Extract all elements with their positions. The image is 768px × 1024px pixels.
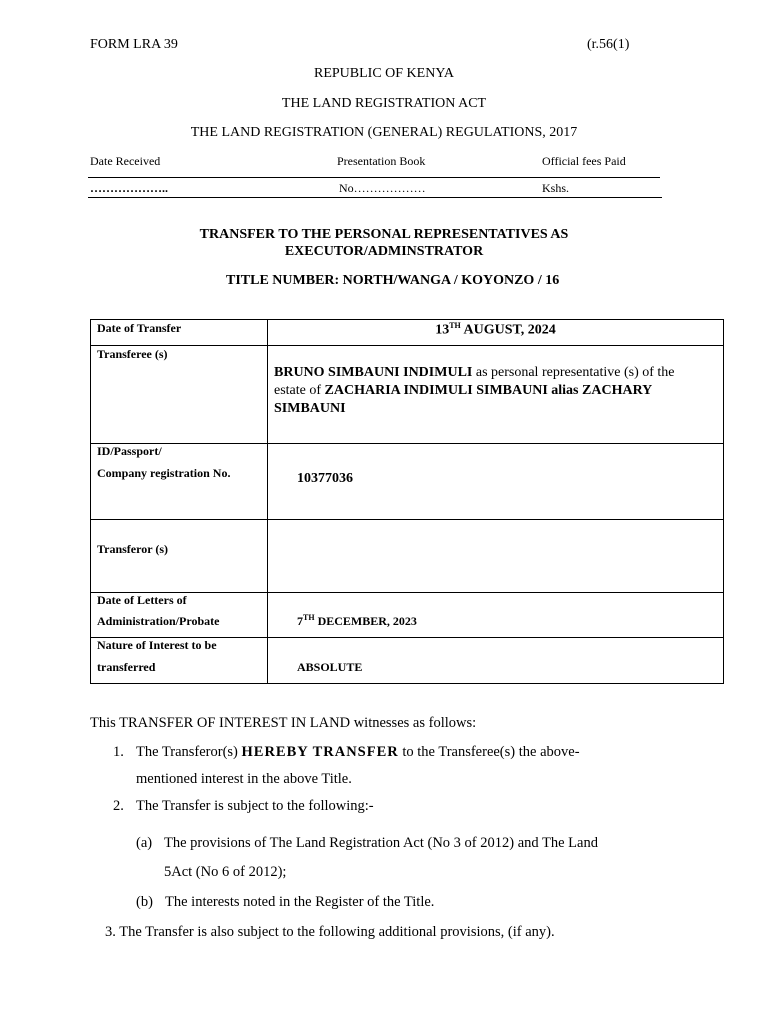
header-regulations: THE LAND REGISTRATION (GENERAL) REGULATIONS, 2017	[190, 125, 578, 140]
transferee-name: BRUNO SIMBAUNI INDIMULI	[274, 365, 473, 380]
date-of-transfer-month-year: AUGUST, 2024	[460, 322, 556, 338]
interest-label-line1: Nature of Interest to be	[97, 638, 217, 652]
date-of-transfer-label: Date of Transfer	[91, 320, 268, 346]
item2b-text: The interests noted in the Register of the Title.	[165, 894, 435, 910]
item2a-label: (a)	[136, 835, 153, 851]
transferee-value	[268, 346, 724, 444]
nature-of-interest-label	[91, 638, 268, 684]
transferee-label: Transferee (s)	[91, 346, 268, 444]
row-id-passport	[91, 444, 724, 520]
item1-number: 1.	[113, 744, 124, 760]
date-of-transfer-suffix: TH	[449, 321, 461, 330]
form-number: FORM LRA 39	[90, 37, 178, 52]
hereby-transfer: HEREBY TRANSFER	[241, 744, 399, 760]
transferee-description: as personal representative (s) of the estate of	[274, 365, 675, 398]
document-title-line1: TRANSFER TO THE PERSONAL REPRESENTATIVES AS	[199, 227, 569, 242]
witness-intro: This TRANSFER OF INTEREST IN LAND witnesses as follows:	[90, 715, 477, 731]
id-passport-label	[91, 444, 268, 520]
office-divider-bottom	[88, 197, 662, 198]
date-of-transfer-value	[268, 320, 724, 346]
title-number: TITLE NUMBER: NORTH/WANGA / KOYONZO / 16	[226, 273, 560, 288]
letters-of-administration-label	[91, 593, 268, 638]
official-fees-value: Kshs.	[542, 181, 570, 195]
header-act: THE LAND REGISTRATION ACT	[281, 96, 487, 111]
official-fees-label: Official fees Paid	[542, 154, 626, 168]
row-transferee	[91, 346, 724, 444]
interest-value: ABSOLUTE	[297, 660, 363, 674]
row-date-of-transfer	[91, 320, 724, 346]
item3-text: 3. The Transfer is also subject to the following additional provisions, (if any).	[105, 924, 555, 940]
item1-text: The Transferor(s) HEREBY TRANSFER to the Transferee(s) the above-	[136, 744, 580, 760]
letters-day-suffix: TH	[303, 613, 315, 622]
item2-text: The Transfer is subject to the following:-	[136, 798, 374, 814]
nature-of-interest-value	[268, 638, 724, 684]
date-received-label: Date Received	[90, 154, 161, 168]
transferor-label: Transferor (s)	[91, 520, 268, 593]
item2-number: 2.	[113, 798, 124, 814]
item2a-text: The provisions of The Land Registration Act (No 3 of 2012) and The Land	[164, 835, 598, 851]
interest-label-line2: transferred	[97, 660, 156, 674]
item1-text-line2: mentioned interest in the above Title.	[136, 771, 352, 787]
letters-label-line2: Administration/Probate	[97, 614, 220, 628]
item2a-text-line2: 5Act (No 6 of 2012);	[164, 864, 287, 880]
id-passport-value	[268, 444, 724, 520]
date-received-value: ………………..	[90, 181, 168, 195]
letters-month-year: DECEMBER, 2023	[314, 614, 417, 628]
row-letters-of-administration	[91, 593, 724, 638]
id-passport-label-line2: Company registration No.	[97, 466, 231, 480]
office-divider-top	[88, 177, 660, 178]
id-passport-label-line1: ID/Passport/	[97, 444, 162, 458]
row-transferor	[91, 520, 724, 593]
date-of-transfer-day: 13	[435, 322, 450, 338]
row-nature-of-interest	[91, 638, 724, 684]
presentation-book-value: No………………	[339, 181, 426, 195]
item2b-label: (b)	[136, 894, 153, 910]
letters-label-line1: Date of Letters of	[97, 593, 187, 607]
document-title-line2: EXECUTOR/ADMINSTRATOR	[284, 244, 484, 259]
presentation-book-label: Presentation Book	[337, 154, 426, 168]
deceased-name: ZACHARIA INDIMULI SIMBAUNI alias ZACHARY SIMBAUNI	[274, 383, 652, 416]
letters-of-administration-value	[268, 593, 724, 638]
letters-day: 7	[297, 614, 303, 628]
id-number: 10377036	[297, 471, 353, 486]
transfer-details-table	[90, 319, 724, 684]
transferor-value	[268, 520, 724, 593]
header-republic: REPUBLIC OF KENYA	[313, 66, 454, 81]
rule-reference: (r.56(1)	[587, 37, 630, 52]
